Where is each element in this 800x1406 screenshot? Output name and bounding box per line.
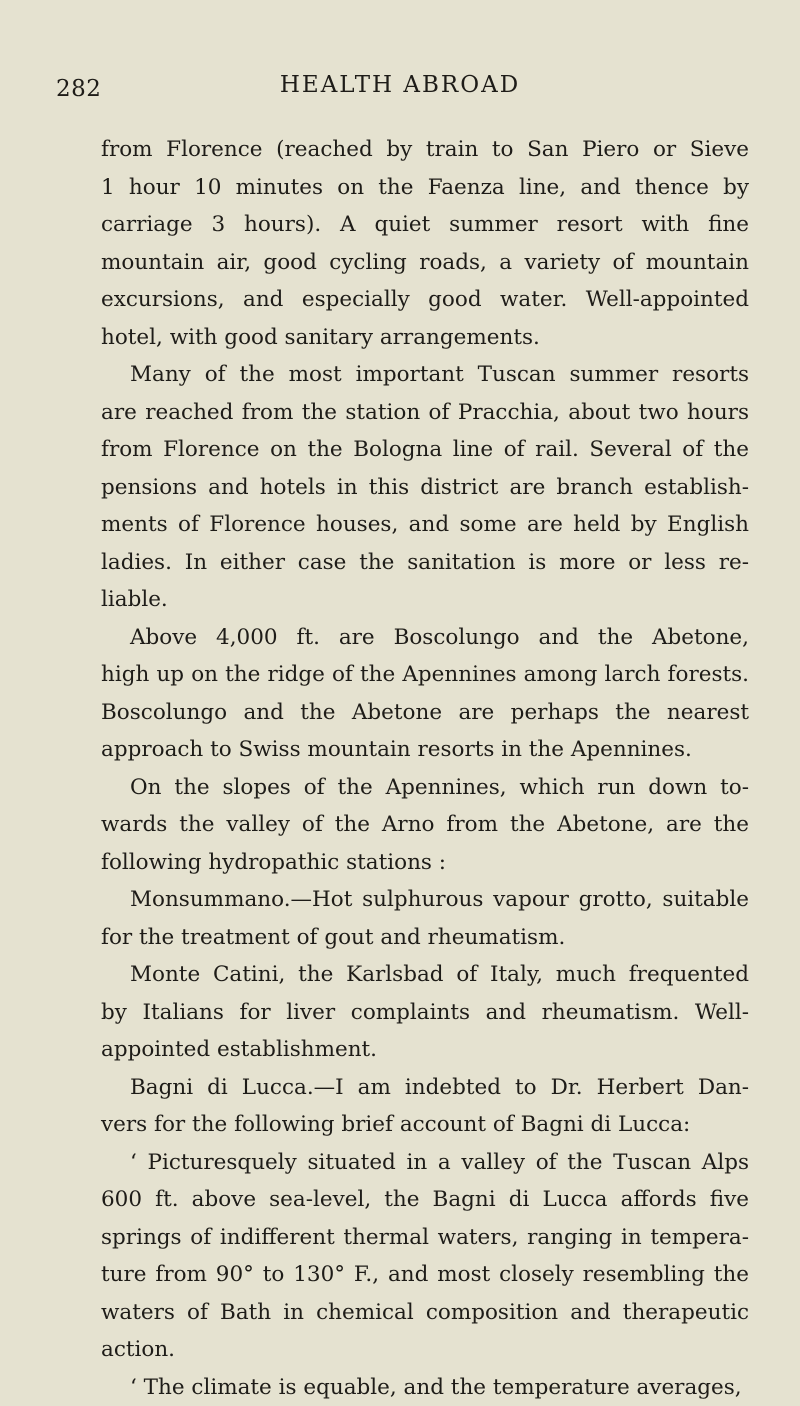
text-line: for the treatment of gout and rheumatism. bbox=[101, 919, 749, 957]
running-head: HEALTH ABROAD bbox=[0, 72, 800, 98]
text-line: from Florence (reached by train to San Piero or Sieve bbox=[101, 131, 749, 169]
text-line: waters of Bath in chemical composition and therapeutic bbox=[101, 1294, 749, 1332]
text-line: wards the valley of the Arno from the Abetone, are the bbox=[101, 806, 749, 844]
text-line: Many of the most important Tuscan summer resorts bbox=[101, 356, 749, 394]
text-line: vers for the following brief account of Bagni di Lucca: bbox=[101, 1106, 749, 1144]
text-line: mountain air, good cycling roads, a variety of mountain bbox=[101, 244, 749, 282]
text-line: carriage 3 hours). A quiet summer resort with fine bbox=[101, 206, 749, 244]
text-line: are reached from the station of Pracchia, about two hours bbox=[101, 394, 749, 432]
text-line: ‘ The climate is equable, and the temperature averages, bbox=[101, 1369, 749, 1406]
text-line: ‘ Picturesquely situated in a valley of the Tuscan Alps bbox=[101, 1144, 749, 1182]
text-line: 1 hour 10 minutes on the Faenza line, and thence by bbox=[101, 169, 749, 207]
page-header bbox=[0, 72, 800, 112]
text-line: excursions, and especially good water. Well-appointed bbox=[101, 281, 749, 319]
text-line: liable. bbox=[101, 581, 749, 619]
text-line: approach to Swiss mountain resorts in the Apennines. bbox=[101, 731, 749, 769]
text-line: by Italians for liver complaints and rheumatism. Well- bbox=[101, 994, 749, 1032]
text-line: 600 ft. above sea-level, the Bagni di Lucca affords five bbox=[101, 1181, 749, 1219]
text-line: Monsummano.—Hot sulphurous vapour grotto, suitable bbox=[101, 881, 749, 919]
text-line: Boscolungo and the Abetone are perhaps the nearest bbox=[101, 694, 749, 732]
text-line: ture from 90° to 130° F., and most closely resembling the bbox=[101, 1256, 749, 1294]
text-line: high up on the ridge of the Apennines among larch forests. bbox=[101, 656, 749, 694]
text-line: Bagni di Lucca.—I am indebted to Dr. Herbert Dan- bbox=[101, 1069, 749, 1107]
text-line: hotel, with good sanitary arrangements. bbox=[101, 319, 749, 357]
text-line: On the slopes of the Apennines, which run down to- bbox=[101, 769, 749, 807]
text-line: ments of Florence houses, and some are held by English bbox=[101, 506, 749, 544]
page-number: 282 bbox=[56, 76, 101, 102]
text-line: Above 4,000 ft. are Boscolungo and the Abetone, bbox=[101, 619, 749, 657]
text-line: Monte Catini, the Karlsbad of Italy, much frequented bbox=[101, 956, 749, 994]
text-line: ladies. In either case the sanitation is more or less re- bbox=[101, 544, 749, 582]
body-text bbox=[101, 131, 749, 1406]
text-line: following hydropathic stations : bbox=[101, 844, 749, 882]
text-line: action. bbox=[101, 1331, 749, 1369]
text-line: pensions and hotels in this district are branch establish- bbox=[101, 469, 749, 507]
text-line: from Florence on the Bologna line of rail. Several of the bbox=[101, 431, 749, 469]
text-line: appointed establishment. bbox=[101, 1031, 749, 1069]
text-line: springs of indifferent thermal waters, ranging in tempera- bbox=[101, 1219, 749, 1257]
